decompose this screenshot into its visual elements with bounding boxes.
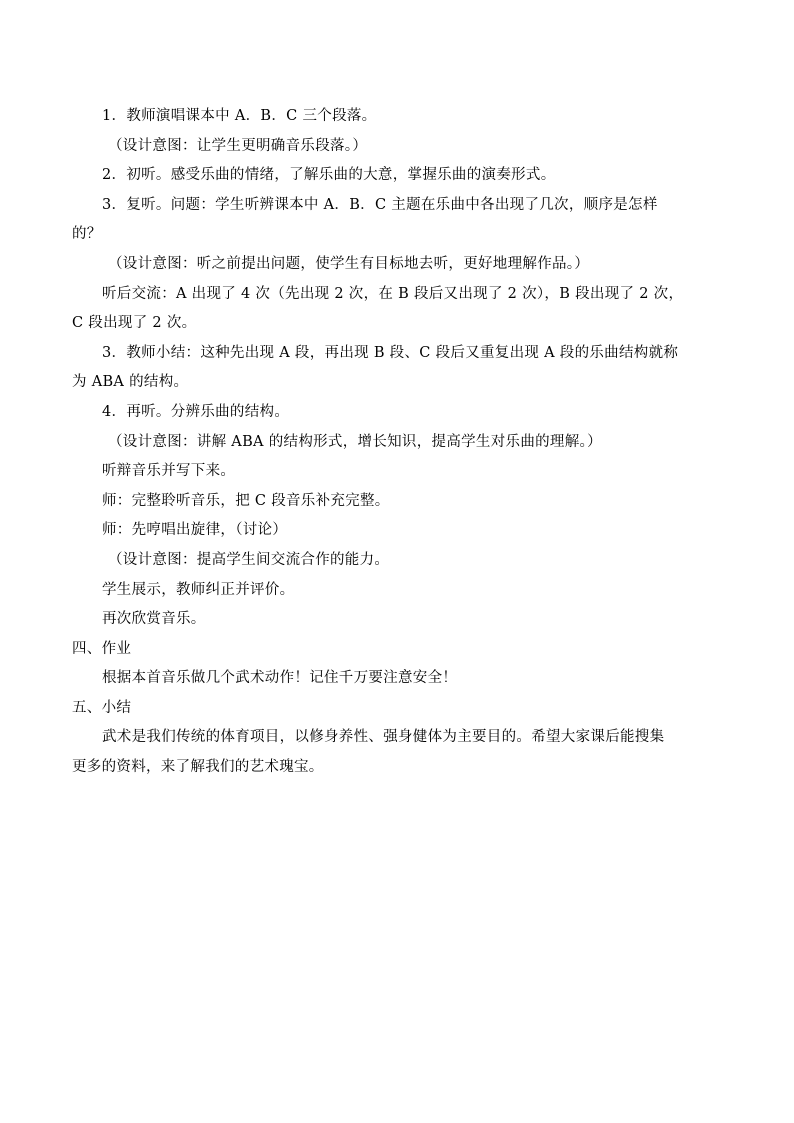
appreciate-again-line: 再次欣赏音乐。 xyxy=(102,611,206,628)
design-intent-3: （设计意图：讲解 ABA 的结构形式，增长知识，提高学生对乐曲的理解。） xyxy=(108,433,602,450)
design-intent-4: （设计意图：提高学生间交流合作的能力。 xyxy=(108,551,390,568)
teacher-summary-continuation: 为 ABA 的结构。 xyxy=(72,374,189,391)
summary-continuation: 更多的资料，来了解我们的艺术瑰宝。 xyxy=(72,759,324,776)
document-body xyxy=(72,102,722,783)
step-1-line: 1．教师演唱课本中 A．B．C 三个段落。 xyxy=(102,108,377,124)
section-heading-summary: 五、小结 xyxy=(72,699,132,716)
section-heading-homework: 四、作业 xyxy=(72,640,132,657)
discussion-line: 听后交流：A 出现了 4 次（先出现 2 次，在 B 段后又出现了 2 次），B 段出现了 2 次， xyxy=(102,285,684,302)
step-3-continuation: 的？ xyxy=(72,226,102,243)
listen-write-line: 听辩音乐并写下来。 xyxy=(102,463,236,480)
design-intent-1: （设计意图：让学生更明确音乐段落。） xyxy=(108,137,368,154)
summary-line: 武术是我们传统的体育项目，以修身养性、强身健体为主要目的。希望大家课后能搜集 xyxy=(102,729,665,746)
discussion-continuation: C 段出现了 2 次。 xyxy=(72,315,197,332)
design-intent-2: （设计意图：听之前提出问题，使学生有目标地去听，更好地理解作品。） xyxy=(108,255,590,272)
teacher-summary-line: 3．教师小结：这种先出现 A 段，再出现 B 段、C 段后又重复出现 A 段的乐曲结构就称 xyxy=(102,344,679,361)
teacher-line-1: 师：完整聆听音乐，把 C 段音乐补充完整。 xyxy=(102,492,390,509)
step-4-line: 4．再听。分辨乐曲的结构。 xyxy=(102,403,290,420)
homework-line: 根据本首音乐做几个武术动作！记住千万要注意安全！ xyxy=(102,670,458,687)
step-3-line: 3．复听。问题：学生听辨课本中 A．B．C 主题在乐曲中各出现了几次，顺序是怎样 xyxy=(102,196,658,213)
teacher-line-2: 师：先哼唱出旋律，（讨论） xyxy=(102,522,288,539)
step-2-line: 2．初听。感受乐曲的情绪，了解乐曲的大意，掌握乐曲的演奏形式。 xyxy=(102,167,556,184)
student-show-line: 学生展示，教师纠正并评价。 xyxy=(102,581,295,598)
